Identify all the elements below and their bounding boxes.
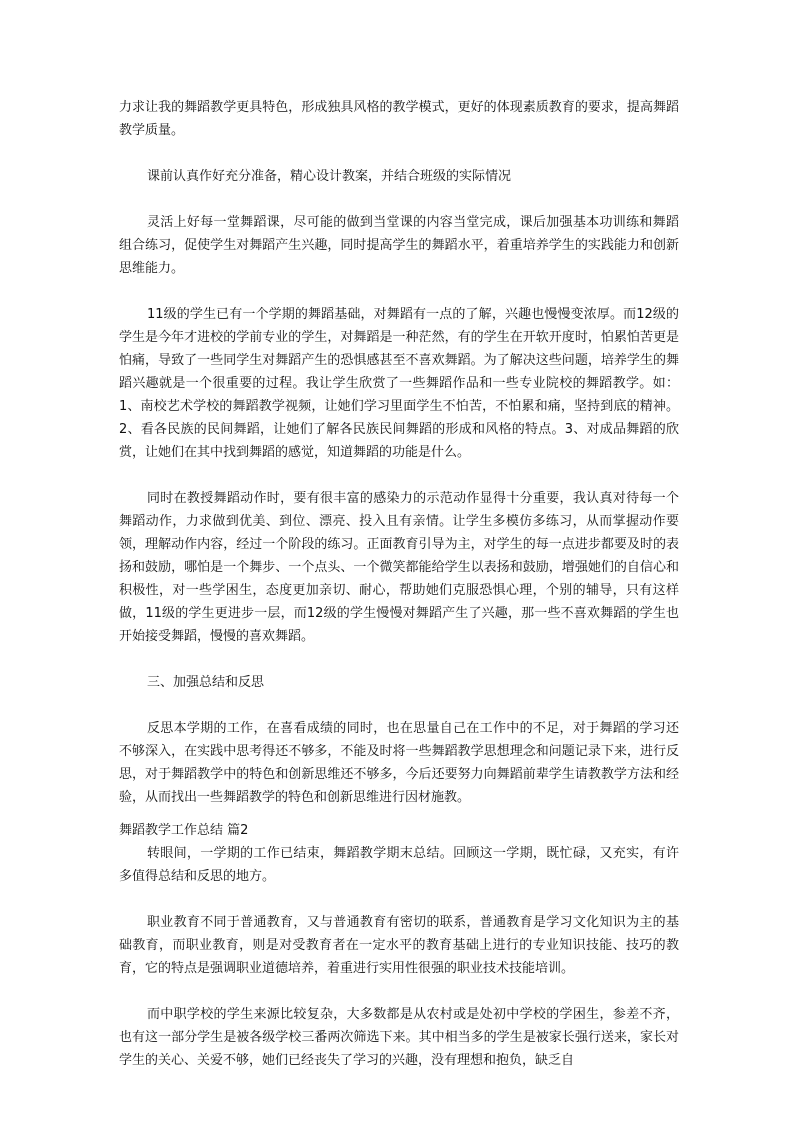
paragraph-2: 课前认真作好充分准备，精心设计教案，并结合班级的实际情况 bbox=[147, 169, 512, 184]
paragraph-10: 职业教育不同于普通教育，又与普通教育有密切的联系，普通教育是学习文化知识为主的基础教育，而职业教育，则是对受教育者在一定水平的教育基础上进行的专业知识技能、技巧的教育，它的特点是强调职业道德培养，着重进行实用性很强的职业技术技能培训。 bbox=[119, 915, 679, 976]
paragraph-11: 而中职学校的学生来源比较复杂，大多数都是从农村或是处初中学校的学困生，参差不齐，也有这一部分学生是被各级学校三番两次筛选下来。其中相当多的学生是被家长强行送来，家长对学生的关心、关爱不够，她们已经丧失了学习的兴趣，没有理想和抱负，缺乏自 bbox=[119, 1007, 679, 1068]
paragraph-3: 灵活上好每一堂舞蹈课，尽可能的做到当堂课的内容当堂完成，课后加强基本功训练和舞蹈组合练习，促使学生对舞蹈产生兴趣，同时提高学生的舞蹈水平，着重培养学生的实践能力和创新思维能力。 bbox=[119, 215, 679, 276]
paragraph-5: 同时在教授舞蹈动作时，要有很丰富的感染力的示范动作显得十分重要，我认真对待每一个舞蹈动作，力求做到优美、到位、漂亮、投入且有亲情。让学生多模仿多练习，从而掌握动作要领，理解动作内容，经过一个阶段的练习。正面教育引导为主，对学生的每一点进步都要及时的表扬和鼓励，哪怕是一个舞步、一个点头、一个微笑都能给学生以表扬和鼓励，增强她们的自信心和积极性，对一些学困生，态度更加亲切、耐心，帮助她们克服恐惧心理，个别的辅导，只有这样做，11级的学生更进步一层，而12级的学生慢慢对舞蹈产生了兴趣，那一些不喜欢舞蹈的学生也开始接受舞蹈，慢慢的喜欢舞蹈。 bbox=[119, 491, 679, 644]
paragraph-1: 力求让我的舞蹈教学更具特色，形成独具风格的教学模式，更好的体现素质教育的要求，提高舞蹈教学质量。 bbox=[119, 100, 679, 138]
section-heading: 三、加强总结和反思 bbox=[147, 675, 265, 690]
article-title: 舞蹈教学工作总结 篇2 bbox=[119, 823, 249, 838]
paragraph-9: 转眼间，一学期的工作已结束，舞蹈教学期末总结。回顾这一学期，既忙碌，又充实，有许多值得总结和反思的地方。 bbox=[119, 846, 679, 884]
paragraph-4: 11级的学生已有一个学期的舞蹈基础，对舞蹈有一点的了解，兴趣也慢慢变浓厚。而12级的学生是今年才进校的学前专业的学生，对舞蹈是一种茫然，有的学生在开软开度时，怕累怕苦更是怕痛，导致了一些同学生对舞蹈产生的恐惧感甚至不喜欢舞蹈。为了解决这些问题，培养学生的舞蹈兴趣就是一个很重要的过程。我让学生欣赏了一些舞蹈作品和一些专业院校的舞蹈教学。如：1、南校艺术学校的舞蹈教学视频，让她们学习里面学生不怕苦，不怕累和痛，坚持到底的精神。2、看各民族的民间舞蹈，让她们了解各民族民间舞蹈的形成和风格的特点。3、对成品舞蹈的欣赏，让她们在其中找到舞蹈的感觉，知道舞蹈的功能是什么。 bbox=[119, 307, 679, 460]
document-page bbox=[119, 96, 679, 1072]
paragraph-7: 反思本学期的工作，在喜看成绩的同时，也在思量自己在工作中的不足，对于舞蹈的学习还不够深入，在实践中思考得还不够多，不能及时将一些舞蹈教学思想理念和问题记录下来，进行反思，对于舞蹈教学中的特色和创新思维还不够多，今后还要努力向舞蹈前辈学生请教教学方法和经验，从而找出一些舞蹈教学的特色和创新思维进行因材施教。 bbox=[119, 721, 679, 805]
